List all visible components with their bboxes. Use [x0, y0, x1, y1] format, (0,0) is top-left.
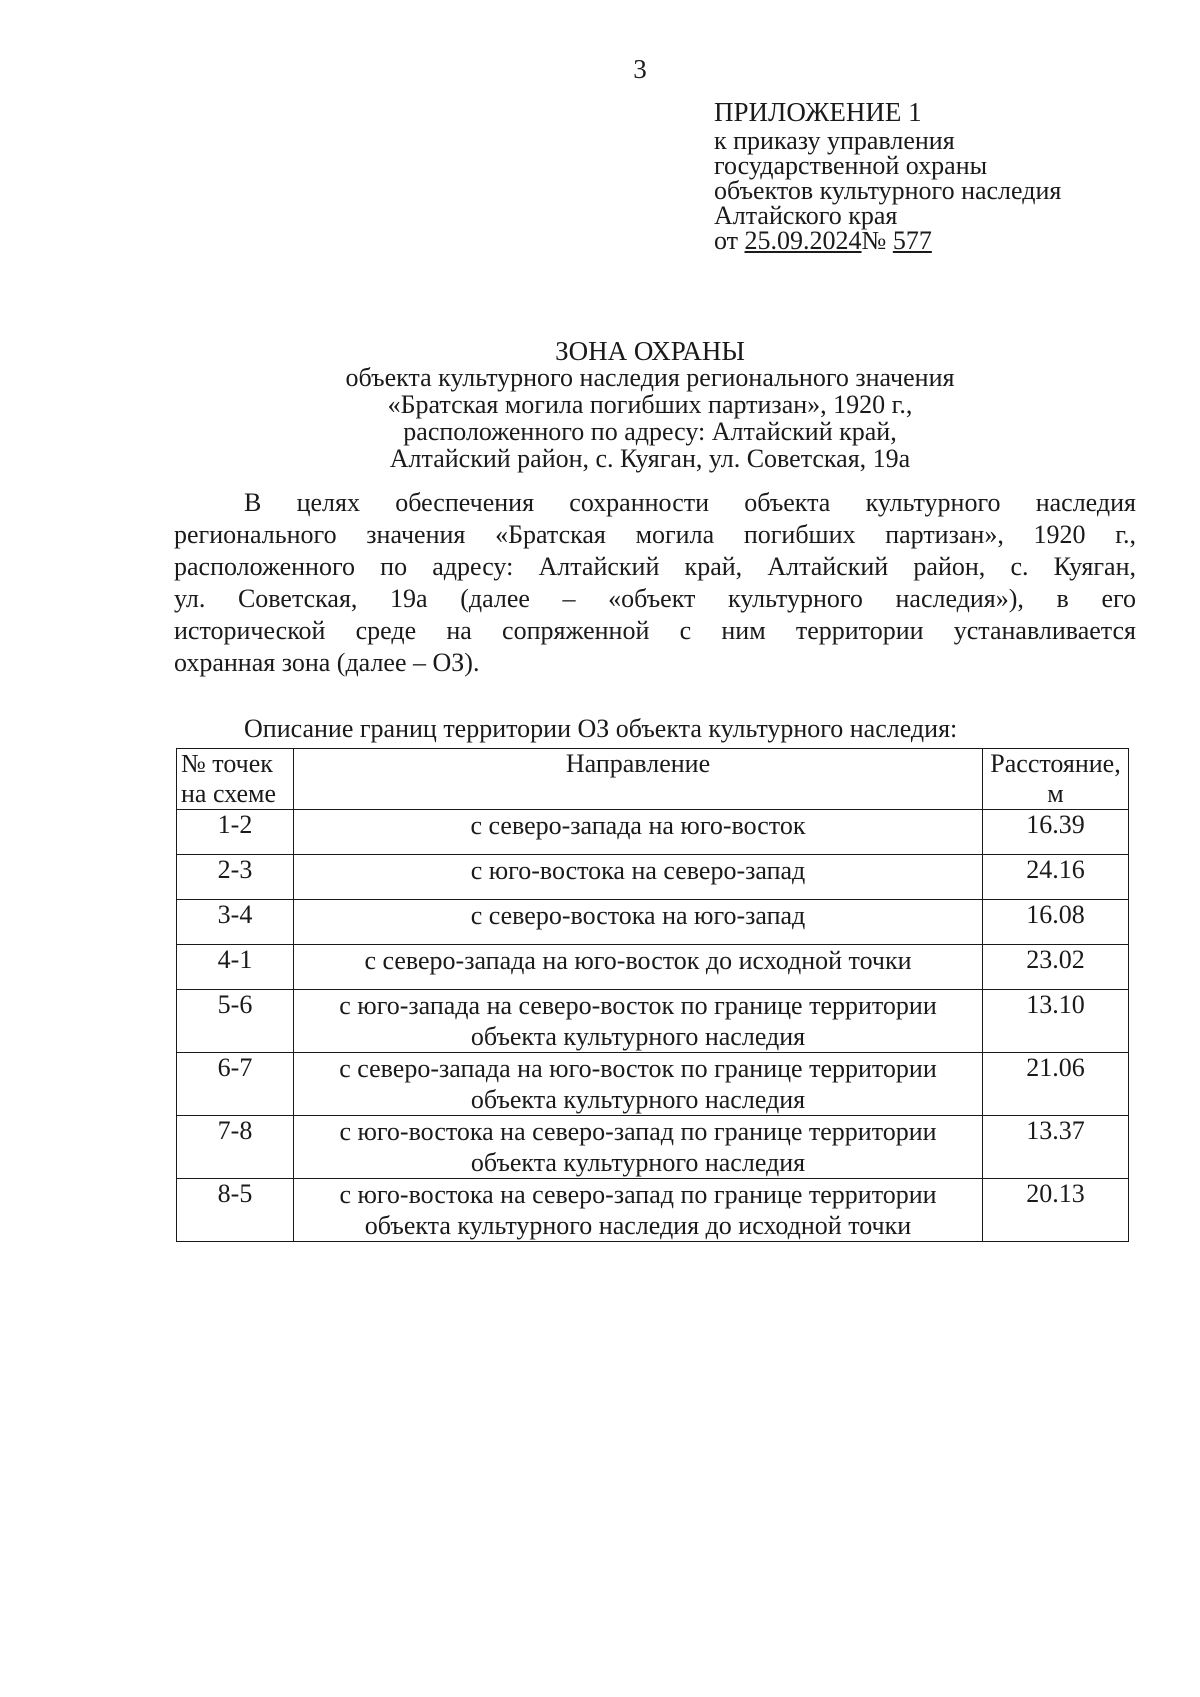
table-row [177, 990, 1129, 1053]
header-direction: Направление [294, 749, 983, 810]
appendix-block [714, 97, 1062, 255]
cell-points: 8-5 [177, 1179, 294, 1242]
table-row [177, 945, 1129, 990]
table-row [177, 855, 1129, 900]
table-row [177, 810, 1129, 855]
cell-points: 6-7 [177, 1053, 294, 1116]
header-distance-line2: м [1047, 779, 1064, 808]
subtitle-line: объекта культурного наследия регионального значения [345, 363, 955, 392]
document-subtitle [0, 364, 1200, 472]
cell-points: 7-8 [177, 1116, 294, 1179]
cell-points: 4-1 [177, 945, 294, 990]
cell-direction: с северо-запада на юго-восток [294, 810, 983, 855]
number-sign: № [861, 226, 887, 255]
direction-line2: объекта культурного наследия [470, 1148, 806, 1177]
date-prefix: от [714, 226, 739, 255]
appendix-date-line [714, 228, 1061, 253]
cell-points: 1-2 [177, 810, 294, 855]
table-row [177, 1116, 1129, 1179]
table-caption: Описание границ территории ОЗ объекта культурного наследия: [244, 714, 958, 743]
cell-direction: с северо-востока на юго-запад [294, 900, 983, 945]
table-row [177, 1179, 1129, 1242]
cell-points: 2-3 [177, 855, 294, 900]
table-header-row [177, 749, 1129, 810]
header-distance [983, 749, 1129, 810]
paragraph-line: ул. Советская, 19а (далее – «объект культурного наследия»), в его [174, 584, 1136, 613]
subtitle-line: Алтайский район, с. Куяган, ул. Советская, 19а [389, 444, 911, 473]
appendix-line: объектов культурного наследия [714, 176, 1062, 205]
header-distance-line1: Расстояние, [990, 749, 1121, 778]
direction-line2: объекта культурного наследия [470, 1085, 806, 1114]
appendix-title: ПРИЛОЖЕНИЕ 1 [714, 97, 922, 127]
paragraph-line: регионального значения «Братская могила погибших партизан», 1920 г., [174, 520, 1136, 549]
cell-distance: 24.16 [983, 855, 1129, 900]
appendix-line: государственной охраны [714, 151, 988, 180]
cell-points: 3-4 [177, 900, 294, 945]
paragraph-line: расположенного по адресу: Алтайский край, Алтайский район, с. Куяган, [174, 552, 1136, 581]
boundary-table [176, 748, 1129, 1242]
cell-direction: с юго-востока на северо-запад [294, 855, 983, 900]
paragraph-line: В целях обеспечения сохранности объекта культурного наследия [244, 488, 1136, 517]
cell-distance: 20.13 [983, 1179, 1129, 1242]
direction-line1: с северо-запада на юго-восток по границе территории [339, 1054, 937, 1083]
header-points [177, 749, 294, 810]
direction-line1: с юго-востока на северо-запад по границе территории [339, 1117, 937, 1146]
cell-direction [294, 990, 983, 1053]
direction-line1: с юго-запада на северо-восток по границе территории [339, 991, 937, 1020]
appendix-line: к приказу управления [714, 126, 955, 155]
paragraph-line: охранная зона (далее – ОЗ). [174, 648, 480, 677]
table-row [177, 1053, 1129, 1116]
cell-distance: 13.10 [983, 990, 1129, 1053]
cell-direction [294, 1116, 983, 1179]
appendix-line: Алтайского края [714, 201, 898, 230]
subtitle-line: расположенного по адресу: Алтайский край, [403, 417, 897, 446]
body-paragraph [174, 487, 1136, 679]
table-row [177, 900, 1129, 945]
order-number: 577 [892, 226, 932, 255]
paragraph-line: исторической среде на сопряженной с ним территории устанавливается [174, 616, 1136, 645]
cell-distance: 23.02 [983, 945, 1129, 990]
cell-distance: 16.39 [983, 810, 1129, 855]
header-points-line1: № точек [181, 749, 273, 778]
cell-direction: с северо-запада на юго-восток до исходной точки [294, 945, 983, 990]
cell-direction [294, 1053, 983, 1116]
cell-distance: 13.37 [983, 1116, 1129, 1179]
cell-points: 5-6 [177, 990, 294, 1053]
subtitle-line: «Братская могила погибших партизан», 1920 г., [387, 390, 913, 419]
order-date: 25.09.2024 [744, 226, 862, 255]
header-points-line2: на схеме [181, 779, 277, 808]
direction-line1: с юго-востока на северо-запад по границе территории [339, 1180, 937, 1209]
cell-direction [294, 1179, 983, 1242]
cell-distance: 21.06 [983, 1053, 1129, 1116]
document-title: ЗОНА ОХРАНЫ [555, 336, 745, 366]
direction-line2: объекта культурного наследия до исходной точки [364, 1211, 912, 1240]
direction-line2: объекта культурного наследия [470, 1022, 806, 1051]
cell-distance: 16.08 [983, 900, 1129, 945]
page-number: 3 [633, 54, 647, 84]
